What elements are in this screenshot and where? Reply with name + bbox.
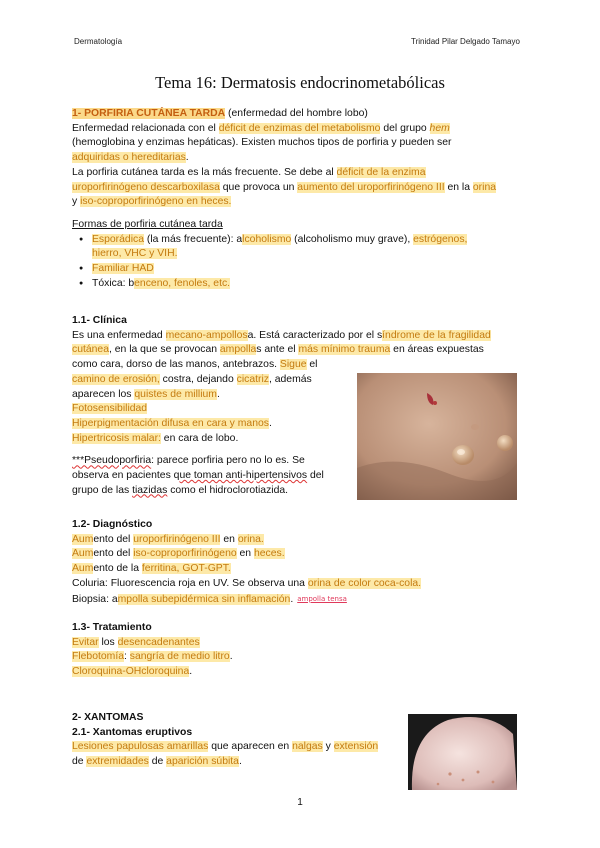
page-number: 1	[297, 797, 303, 808]
list-item: ● Familiar HAD	[92, 262, 496, 277]
page-title: Tema 16: Dermatosis endocrinometabólicas	[155, 73, 445, 92]
section-2-heading: 2- XANTOMAS	[72, 712, 144, 723]
pseudoporfiria-line: observa en pacientes que toman anti-hipertensivos del	[72, 470, 324, 482]
diagnostico-line: Aumento del uroporfirinógeno III en orina.	[72, 533, 264, 545]
handwritten-note: ampolla tensa	[297, 594, 347, 603]
paragraph-2-line-2: uroporfirinógeno descarboxilasa que provoca un aumento del uroporfirinógeno III en la orina	[72, 181, 497, 193]
section-1	[72, 107, 496, 291]
clinica-line: aparecen los quistes de millium.	[72, 388, 220, 400]
section-1-2-heading: 1.2- Diagnóstico	[72, 519, 153, 530]
diagnostico-line: Aumento de la ferritina, GOT-GPT.	[72, 563, 231, 575]
diagnostico-line: Aumento del iso-coproporfirinógeno en heces.	[72, 548, 285, 560]
xanthoma-illustration	[408, 714, 517, 790]
list-item-continuation: hierro, VHC y VIH.	[92, 248, 178, 260]
paragraph-2-line-3: y iso-coproporfirinógeno en heces.	[72, 196, 232, 208]
section-1-1-heading: 1.1- Clínica	[72, 315, 127, 326]
pseudoporfiria-line: grupo de las tiazidas como el hidroclorotiazida.	[72, 484, 289, 496]
clinica-line: como cara, dorso de las manos, antebrazos. Sigue el	[72, 359, 318, 371]
pseudoporfiria-line: ***Pseudoporfiria: parece porfiria pero no lo es. Se	[72, 455, 305, 467]
clinica-line: Hipertricosis malar: en cara de lobo.	[72, 432, 239, 444]
section-2-1-heading: 2.1- Xantomas eruptivos	[72, 726, 193, 738]
tratamiento-line: Cloroquina-OHcloroquina.	[72, 666, 193, 678]
clinica-line: Es una enfermedad mecano-ampollosa. Está caracterizado por el síndrome de la fragilidad	[72, 329, 491, 341]
diagnostico-line: Biopsia: ampolla subepidérmica sin inflamación. ampolla tensa	[72, 593, 347, 605]
paragraph-1-line-3: adquiridas o hereditarias.	[72, 152, 189, 164]
section-1-heading-line	[72, 107, 496, 122]
paragraph-1-line-2: (hemoglobina y enzimas hepáticas). Existen muchos tipos de porfiria y pueden ser	[72, 137, 452, 149]
section-1-3	[72, 621, 233, 680]
forms-title: Formas de porfiria cutánea tarda	[72, 218, 223, 230]
section-2	[72, 711, 378, 770]
xantomas-line: Lesiones papulosas amarillas que aparecen en nalgas y extensión	[72, 741, 379, 753]
diagnostico-line: Coluria: Fluorescencia roja en UV. Se observa una orina de color coca-cola.	[72, 577, 422, 589]
forms-list	[72, 233, 496, 292]
clinica-line: Hiperpigmentación difusa en cara y manos.	[72, 417, 272, 429]
list-item: ● Tóxica: benceno, fenoles, etc.	[92, 277, 496, 292]
clinica-line: cutánea, en la que se provocan ampollas ante el más mínimo trauma en áreas expuestas	[72, 344, 484, 356]
list-item: ● Esporádica (la más frecuente): alcoholismo (alcoholismo muy grave), estrógenos,	[92, 233, 496, 248]
xanthoma-photo	[408, 714, 517, 790]
clinica-line: camino de erosión, costra, dejando cicatriz, además	[72, 373, 312, 385]
clinica-line: Fotosensibilidad	[72, 403, 148, 415]
paragraph-2-line-1: La porfiria cutánea tarda es la más frecuente. Se debe al déficit de la enzima	[72, 166, 426, 178]
xantomas-line: de extremidades de aparición súbita.	[72, 756, 242, 768]
header-left: Dermatología	[74, 37, 123, 46]
header-right: Trinidad Pilar Delgado Tamayo	[411, 37, 520, 46]
section-1-2	[72, 518, 421, 607]
section-1-3-heading: 1.3- Tratamiento	[72, 622, 152, 633]
section-1-heading: 1- PORFIRIA CUTÁNEA TARDA	[72, 108, 226, 119]
skin-blisters-photo	[357, 373, 517, 500]
heading-note: (enfermedad del hombre lobo)	[225, 108, 368, 119]
tratamiento-line: Flebotomía: sangría de medio litro.	[72, 651, 233, 663]
tratamiento-line: Evitar los desencadenantes	[72, 636, 200, 648]
skin-photo-illustration	[357, 373, 517, 500]
paragraph-1-line-1: Enfermedad relacionada con el déficit de enzimas del metabolismo del grupo hem	[72, 122, 450, 134]
